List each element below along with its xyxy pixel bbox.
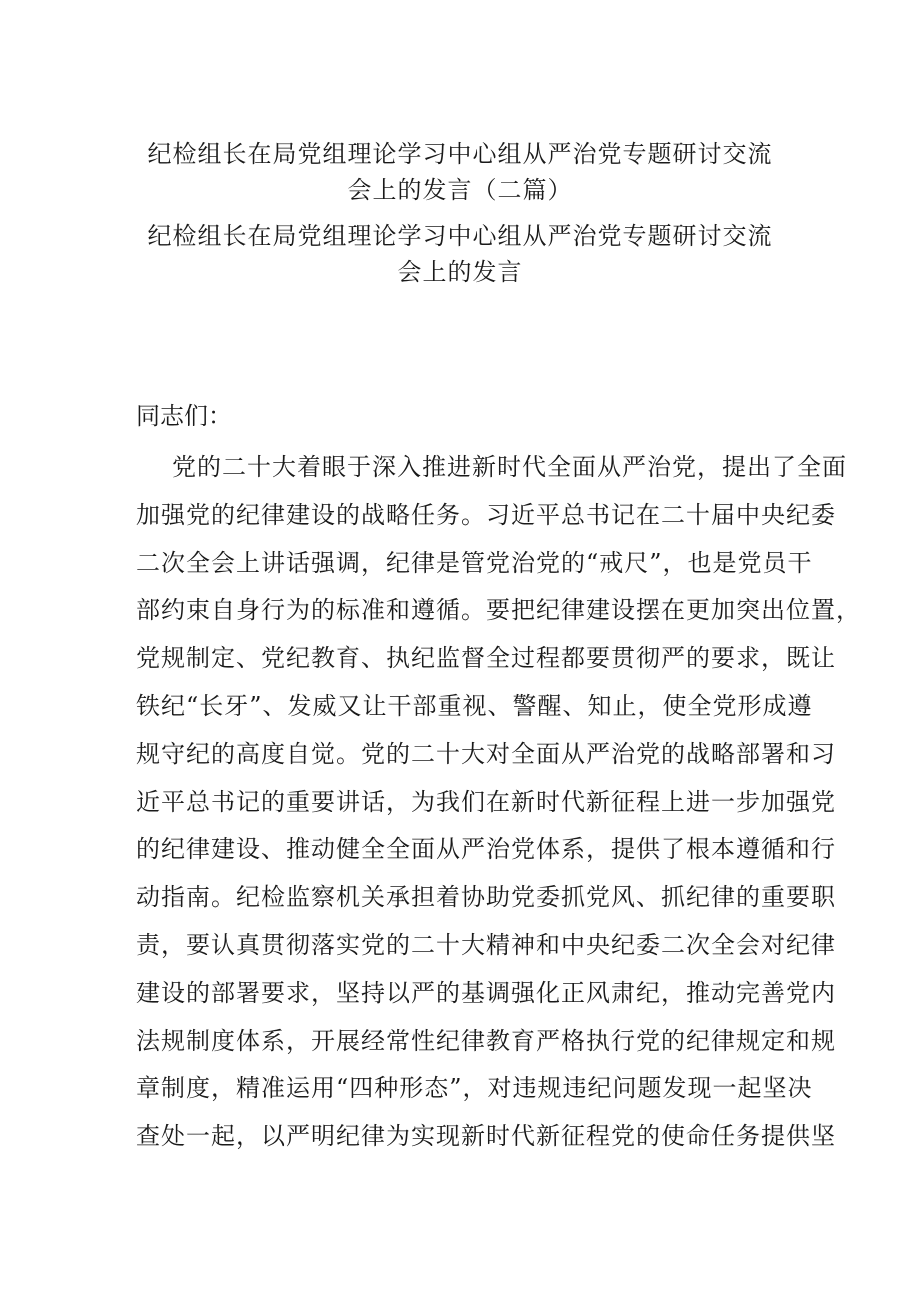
document-title-line-1: 纪检组长在局党组理论学习中心组从严治党专题研讨交流 [147, 140, 773, 168]
paragraph-line: 建设的部署要求，坚持以严的基调强化正风肃纪，推动完善党内 [136, 978, 836, 1007]
paragraph-line: 查处一起，以严明纪律为实现新时代新征程党的使命任务提供坚 [136, 1122, 836, 1151]
paragraph-line: 的纪律建设、推动健全全面从严治党体系，提供了根本遵循和行 [136, 835, 836, 864]
document-subtitle-line-1: 纪检组长在局党组理论学习中心组从严治党专题研讨交流 [147, 222, 773, 250]
paragraph-line: 党的二十大着眼于深入推进新时代全面从严治党，提出了全面 [172, 453, 847, 481]
document-title-line-2: 会上的发言（二篇） [347, 176, 573, 204]
paragraph-line: 责，要认真贯彻落实党的二十大精神和中央纪委二次全会对纪律 [136, 930, 836, 959]
paragraph-line: 法规制度体系，开展经常性纪律教育严格执行党的纪律规定和规 [136, 1026, 836, 1055]
paragraph-line: 近平总书记的重要讲话，为我们在新时代新征程上进一步加强党 [136, 787, 836, 816]
paragraph-line: 部约束自身行为的标准和遵循。要把纪律建设摆在更加突出位置， [136, 596, 861, 625]
title-spacer [0, 208, 920, 218]
document-subtitle-line-2: 会上的发言 [397, 258, 523, 286]
document-body [136, 394, 861, 1161]
document-title-block [0, 136, 920, 290]
paragraph-line: 铁纪“长牙”、发威又让干部重视、警醒、知止，使全党形成遵 [136, 691, 813, 720]
salutation: 同志们： [136, 402, 232, 430]
paragraph-line: 章制度，精准运用“四种形态”，对违规违纪问题发现一起坚决 [136, 1074, 813, 1103]
paragraph-line: 二次全会上讲话强调，纪律是管党治党的“戒尺”，也是党员干 [136, 548, 813, 577]
paragraph-line: 党规制定、党纪教育、执纪监督全过程都要贯彻严的要求，既让 [136, 644, 836, 673]
paragraph-line: 动指南。纪检监察机关承担着协助党委抓党风、抓纪律的重要职 [136, 883, 836, 912]
paragraph-line: 规守纪的高度自觉。党的二十大对全面从严治党的战略部署和习 [136, 739, 836, 768]
paragraph-line: 加强党的纪律建设的战略任务。习近平总书记在二十届中央纪委 [136, 500, 836, 529]
